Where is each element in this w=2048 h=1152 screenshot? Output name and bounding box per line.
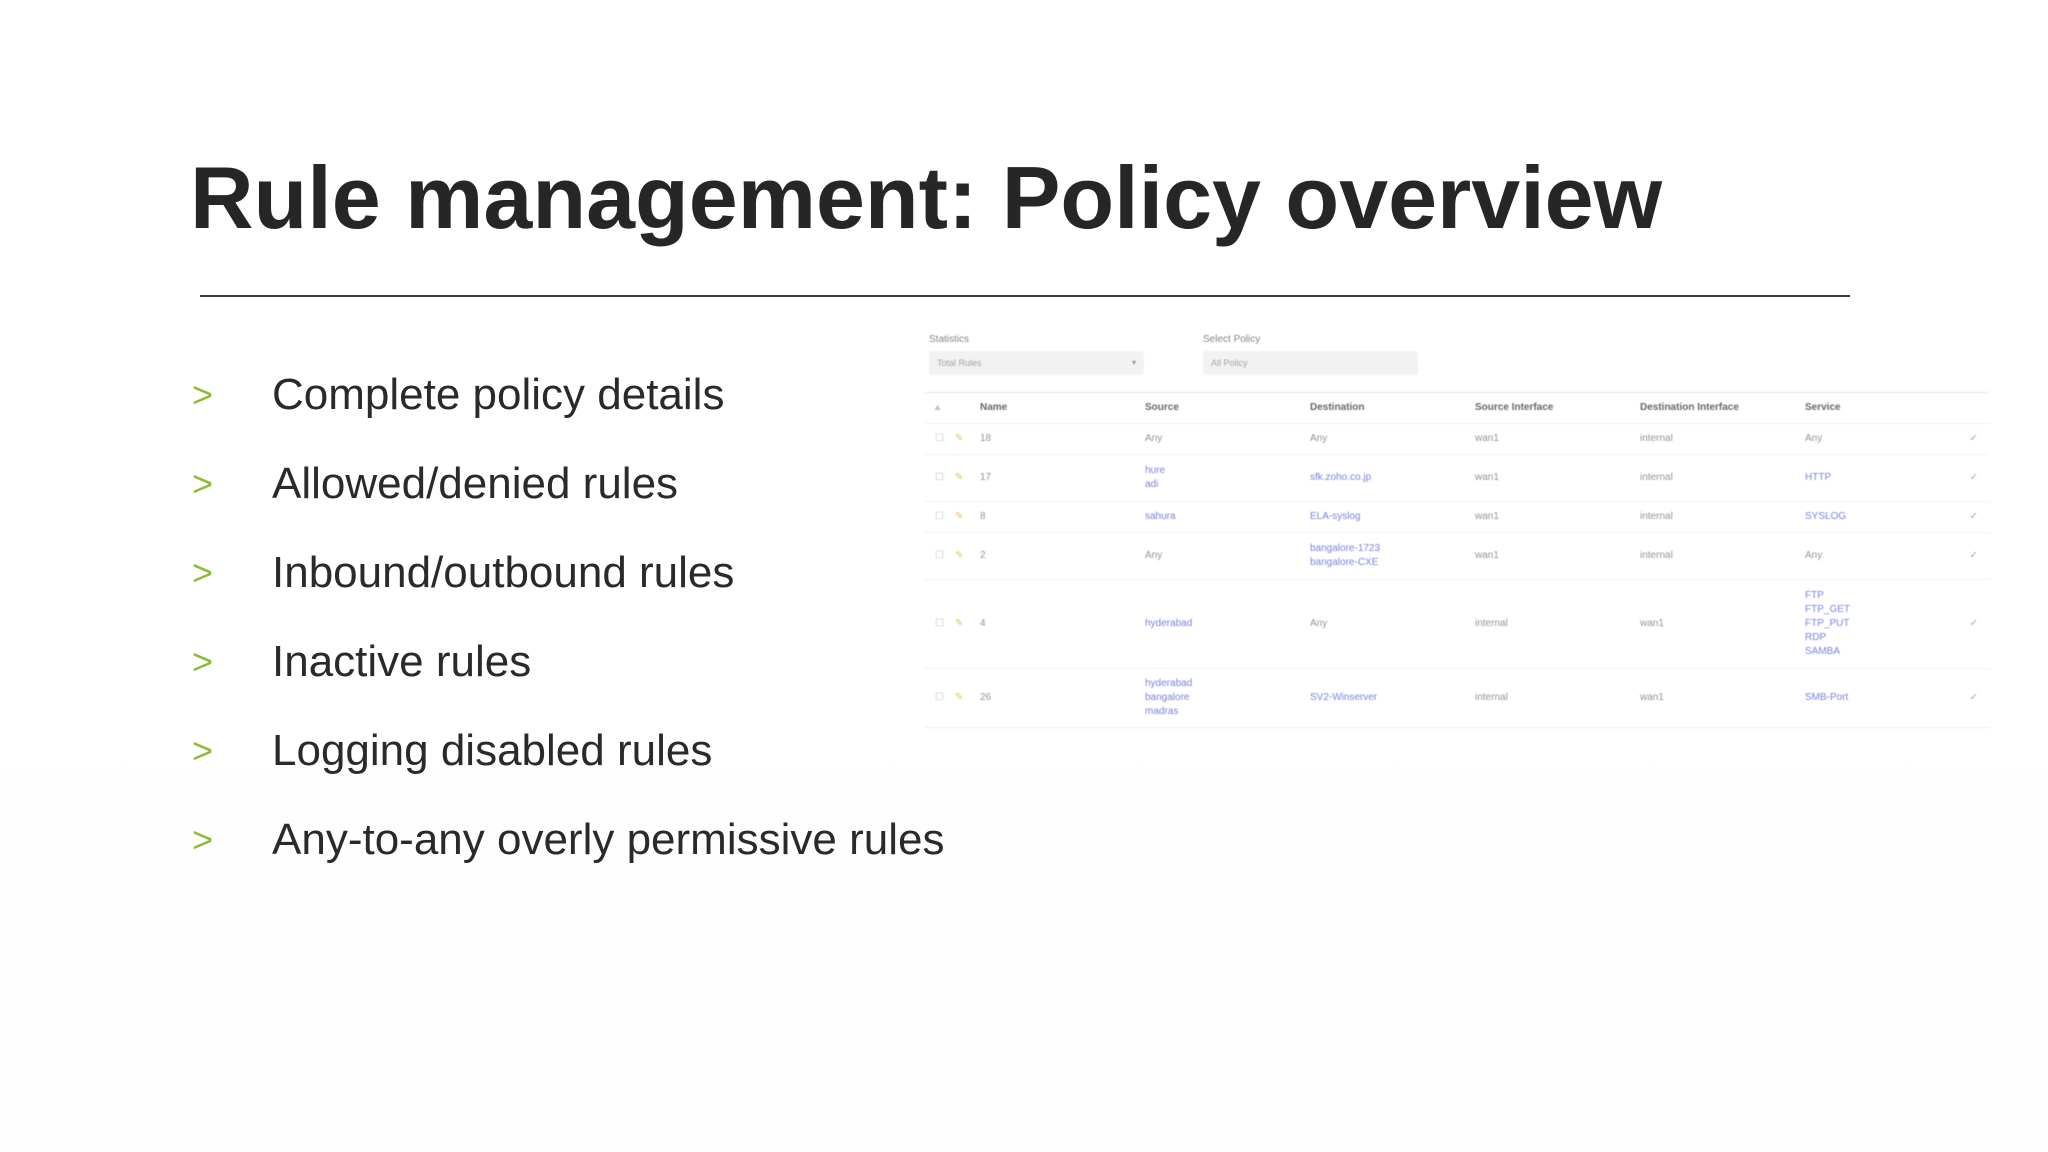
column-header: Source Interface bbox=[1475, 402, 1554, 413]
bullet-item bbox=[192, 439, 944, 528]
rule-source: hyderabad bangalore madras bbox=[1145, 678, 1193, 717]
rule-service: SMB-Port bbox=[1805, 692, 1849, 703]
rule-source-interface: wan1 bbox=[1475, 433, 1499, 444]
rule-service: SYSLOG bbox=[1805, 511, 1847, 522]
bullet-item bbox=[192, 350, 944, 439]
rule-name: 2 bbox=[980, 550, 986, 561]
table-row bbox=[925, 580, 1990, 669]
edit-icon: ✎ bbox=[955, 433, 964, 444]
edit-icon: ✎ bbox=[955, 618, 964, 629]
statistics-select bbox=[929, 351, 1144, 375]
rule-destination: sfk.zoho.co.jp bbox=[1310, 472, 1372, 483]
edit-icon: ✎ bbox=[955, 511, 964, 522]
table-header-row bbox=[925, 393, 1990, 424]
statistics-label: Statistics bbox=[929, 334, 970, 345]
column-header: Destination bbox=[1310, 402, 1365, 413]
policy-table bbox=[925, 392, 1990, 728]
bullet-text: Any-to-any overly permissive rules bbox=[272, 814, 945, 864]
bullet-item bbox=[192, 795, 944, 884]
checkbox-icon: ☐ bbox=[935, 511, 944, 522]
bullet-text: Allowed/denied rules bbox=[272, 458, 679, 508]
checkbox-icon: ☐ bbox=[935, 433, 944, 444]
rule-name: 17 bbox=[980, 472, 992, 483]
rule-name: 8 bbox=[980, 511, 986, 522]
check-icon: ✓ bbox=[1969, 618, 1978, 629]
rule-destination: ELA-syslog bbox=[1310, 511, 1361, 522]
rule-destination: Any bbox=[1310, 618, 1328, 629]
title-divider bbox=[200, 295, 1850, 297]
bullet-text: Complete policy details bbox=[272, 369, 725, 419]
table-row bbox=[925, 424, 1990, 455]
check-icon: ✓ bbox=[1969, 472, 1978, 483]
rule-destination-interface: wan1 bbox=[1640, 692, 1664, 703]
rule-service: HTTP bbox=[1805, 472, 1832, 483]
bullet-text: Inactive rules bbox=[272, 636, 532, 686]
edit-icon: ✎ bbox=[955, 472, 964, 483]
rule-name: 18 bbox=[980, 433, 992, 444]
table-row bbox=[925, 533, 1990, 580]
sort-icon: ▴ bbox=[935, 402, 941, 413]
bullet-text: Inbound/outbound rules bbox=[272, 547, 735, 597]
rule-source-interface: wan1 bbox=[1475, 550, 1499, 561]
rule-destination-interface: internal bbox=[1640, 511, 1673, 522]
chevron-down-icon: ▾ bbox=[1131, 358, 1136, 367]
bullet-arrow-icon: > bbox=[192, 373, 214, 415]
bullet-list bbox=[192, 350, 944, 884]
table-row bbox=[925, 669, 1990, 728]
rule-service: Any bbox=[1805, 550, 1823, 561]
rule-destination-interface: internal bbox=[1640, 433, 1673, 444]
rule-source: Any bbox=[1145, 550, 1163, 561]
bullet-arrow-icon: > bbox=[192, 551, 214, 593]
bullet-text: Logging disabled rules bbox=[272, 725, 713, 775]
rule-name: 4 bbox=[980, 618, 986, 629]
check-icon: ✓ bbox=[1969, 511, 1978, 522]
checkbox-icon: ☐ bbox=[935, 472, 944, 483]
rule-destination: Any bbox=[1310, 433, 1328, 444]
rule-source: Any bbox=[1145, 433, 1163, 444]
rule-service: FTP FTP_GET FTP_PUT RDP SAMBA bbox=[1805, 590, 1851, 657]
column-header: Service bbox=[1805, 402, 1841, 413]
rule-destination: SV2-Winserver bbox=[1310, 692, 1378, 703]
checkbox-icon: ☐ bbox=[935, 550, 944, 561]
check-icon: ✓ bbox=[1969, 692, 1978, 703]
rule-source-interface: wan1 bbox=[1475, 511, 1499, 522]
bullet-arrow-icon: > bbox=[192, 729, 214, 771]
select-policy-value: All Policy bbox=[1211, 358, 1248, 368]
rule-destination-interface: internal bbox=[1640, 550, 1673, 561]
select-policy-field bbox=[1203, 351, 1418, 375]
check-icon: ✓ bbox=[1969, 550, 1978, 561]
column-header: Source bbox=[1145, 402, 1179, 413]
column-header: Name bbox=[980, 402, 1008, 413]
bullet-arrow-icon: > bbox=[192, 818, 214, 860]
bullet-item bbox=[192, 617, 944, 706]
rule-source-interface: wan1 bbox=[1475, 472, 1499, 483]
check-icon: ✓ bbox=[1969, 433, 1978, 444]
rule-destination-interface: wan1 bbox=[1640, 618, 1664, 629]
table-row bbox=[925, 502, 1990, 533]
bullet-arrow-icon: > bbox=[192, 640, 214, 682]
policy-table-screenshot bbox=[925, 330, 1990, 730]
select-policy-label: Select Policy bbox=[1203, 334, 1261, 345]
column-header: Destination Interface bbox=[1640, 402, 1739, 413]
table-row bbox=[925, 455, 1990, 502]
rule-source-interface: internal bbox=[1475, 618, 1508, 629]
bullet-item bbox=[192, 706, 944, 795]
edit-icon: ✎ bbox=[955, 692, 964, 703]
bullet-arrow-icon: > bbox=[192, 462, 214, 504]
rule-source-interface: internal bbox=[1475, 692, 1508, 703]
bullet-item bbox=[192, 528, 944, 617]
edit-icon: ✎ bbox=[955, 550, 964, 561]
checkbox-icon: ☐ bbox=[935, 692, 944, 703]
statistics-value: Total Rules bbox=[937, 358, 982, 368]
rule-source: sahura bbox=[1145, 511, 1176, 522]
rule-destination-interface: internal bbox=[1640, 472, 1673, 483]
rule-source: hure adi bbox=[1145, 465, 1166, 490]
checkbox-icon: ☐ bbox=[935, 618, 944, 629]
rule-source: hyderabad bbox=[1145, 618, 1193, 629]
rule-destination: bangalore-1723 bangalore-CXE bbox=[1310, 543, 1381, 568]
rule-name: 26 bbox=[980, 692, 992, 703]
rule-service: Any bbox=[1805, 433, 1823, 444]
slide-title: Rule management: Policy overview bbox=[190, 148, 1663, 247]
